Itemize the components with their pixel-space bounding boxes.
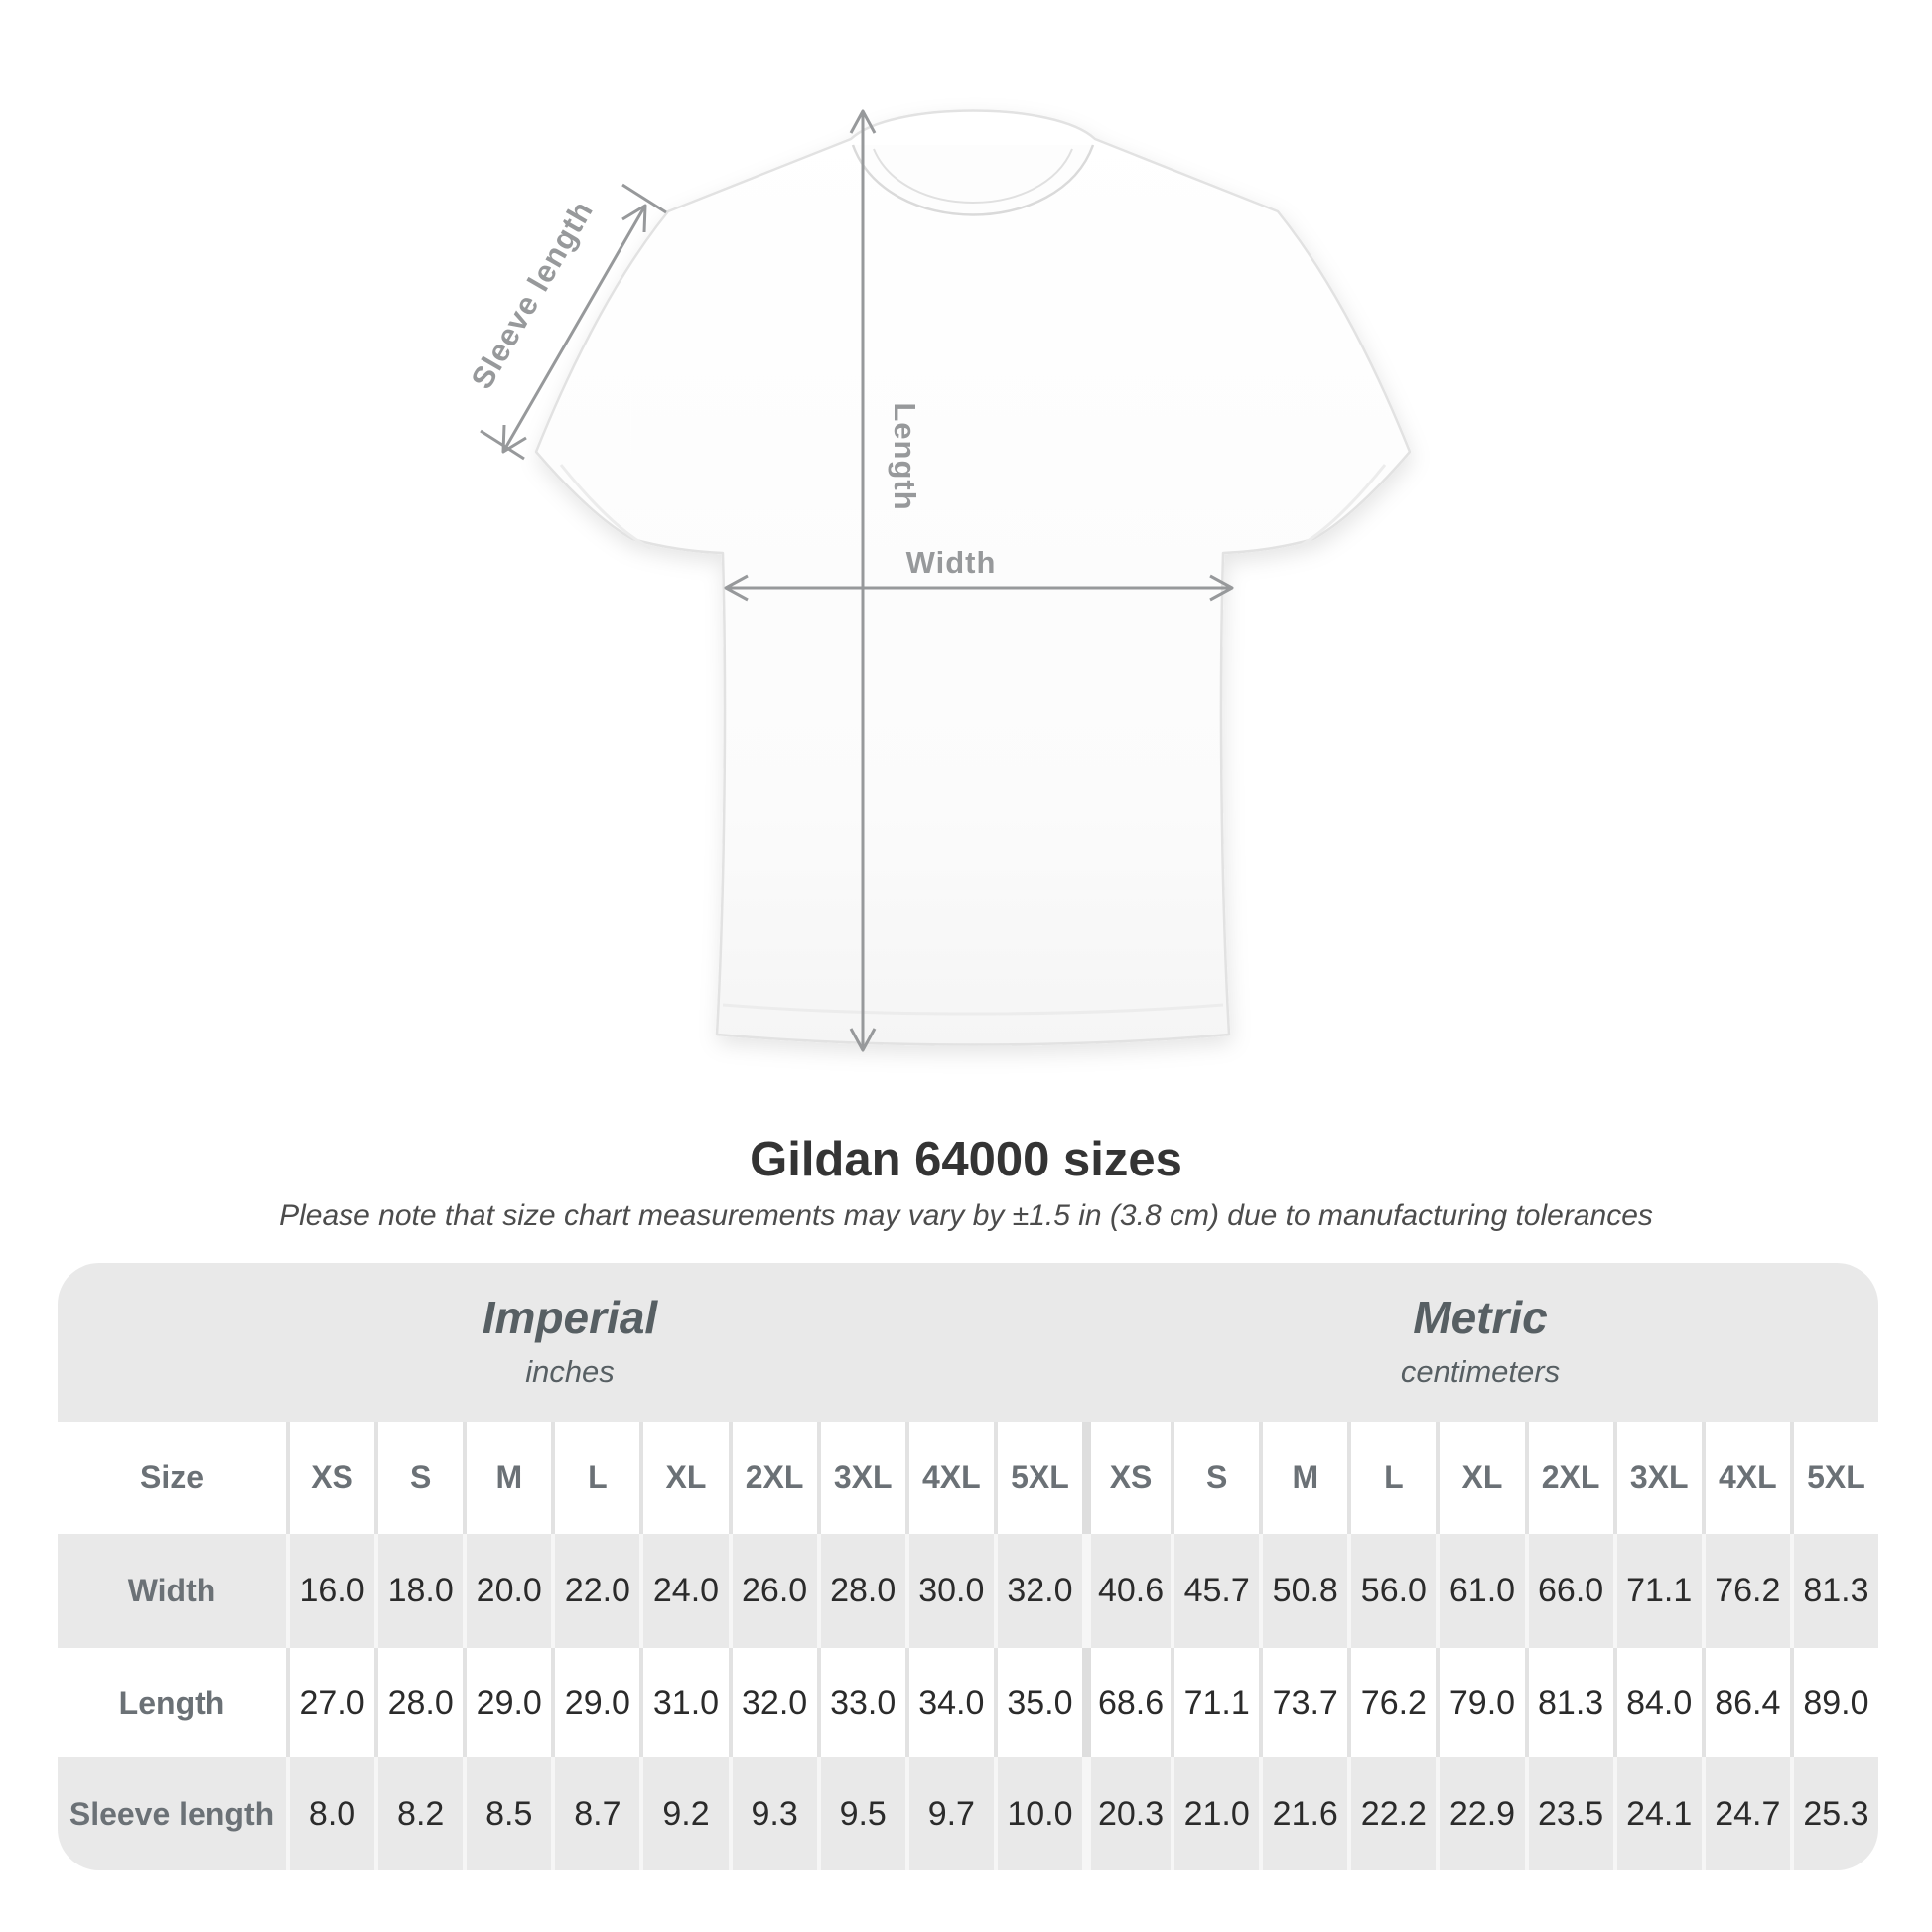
size-header-cell: S [374,1422,463,1534]
table-cell: 23.5 [1525,1757,1613,1870]
size-header-cell: 3XL [1613,1422,1702,1534]
row-label-width: Width [58,1534,286,1648]
table-cell: 81.3 [1790,1534,1878,1648]
width-label: Width [905,545,997,580]
table-cell: 71.1 [1613,1534,1702,1648]
table-cell: 34.0 [905,1648,994,1757]
table-cell: 9.5 [817,1757,905,1870]
metric-header [1082,1263,1878,1422]
table-cell: 32.0 [729,1648,817,1757]
size-header-cell: S [1171,1422,1259,1534]
table-cell: 9.7 [905,1757,994,1870]
imperial-header-unit: inches [525,1354,615,1389]
table-cell: 22.2 [1347,1757,1436,1870]
table-cell: 89.0 [1790,1648,1878,1757]
size-header-cell: 5XL [994,1422,1082,1534]
table-cell: 73.7 [1259,1648,1347,1757]
table-cell: 81.3 [1525,1648,1613,1757]
table-cell: 8.7 [551,1757,639,1870]
table-cell: 24.7 [1702,1757,1790,1870]
size-col-header: Size [58,1422,286,1534]
sleeve-tick-bottom [481,431,524,459]
table-cell: 35.0 [994,1648,1082,1757]
table-cell: 32.0 [994,1534,1082,1648]
table-cell: 9.3 [729,1757,817,1870]
table-cell: 86.4 [1702,1648,1790,1757]
table-cell: 29.0 [463,1648,551,1757]
table-cell: 20.0 [463,1534,551,1648]
metric-header-title: Metric [1413,1292,1548,1343]
size-header-cell: 3XL [817,1422,905,1534]
table-cell: 29.0 [551,1648,639,1757]
table-cell: 84.0 [1613,1648,1702,1757]
row-label-length: Length [58,1648,286,1757]
table-cell: 76.2 [1702,1534,1790,1648]
table-cell: 16.0 [286,1534,374,1648]
table-cell: 28.0 [817,1534,905,1648]
metric-header-unit: centimeters [1400,1354,1561,1389]
size-header-cell: 2XL [729,1422,817,1534]
table-cell: 8.0 [286,1757,374,1870]
page-title: Gildan 64000 sizes [750,1133,1182,1186]
table-cell: 8.5 [463,1757,551,1870]
size-header-cell: 4XL [1702,1422,1790,1534]
table-cell: 33.0 [817,1648,905,1757]
table-cell: 22.9 [1436,1757,1524,1870]
table-cell: 66.0 [1525,1534,1613,1648]
table-cell: 20.3 [1082,1757,1171,1870]
table-cell: 45.7 [1171,1534,1259,1648]
table-cell: 9.2 [639,1757,728,1870]
table-cell: 18.0 [374,1534,463,1648]
table-cell: 61.0 [1436,1534,1524,1648]
table-cell: 26.0 [729,1534,817,1648]
table-cell: 24.1 [1613,1757,1702,1870]
table-cell: 50.8 [1259,1534,1347,1648]
imperial-header [58,1263,1082,1422]
table-cell: 30.0 [905,1534,994,1648]
table-cell: 10.0 [994,1757,1082,1870]
size-header-cell: 5XL [1790,1422,1878,1534]
table-cell: 76.2 [1347,1648,1436,1757]
size-header-cell: L [551,1422,639,1534]
imperial-header-title: Imperial [482,1292,658,1343]
table-cell: 21.6 [1259,1757,1347,1870]
size-header-cell: L [1347,1422,1436,1534]
table-cell: 79.0 [1436,1648,1524,1757]
table-cell: 31.0 [639,1648,728,1757]
size-header-cell: XS [1082,1422,1171,1534]
table-cell: 56.0 [1347,1534,1436,1648]
table-cell: 21.0 [1171,1757,1259,1870]
row-label-sleeve-length: Sleeve length [58,1757,286,1870]
table-cell: 28.0 [374,1648,463,1757]
size-header-cell: M [463,1422,551,1534]
table-cell: 22.0 [551,1534,639,1648]
table-cell: 71.1 [1171,1648,1259,1757]
size-header-cell: XS [286,1422,374,1534]
size-table [58,1263,1878,1870]
size-header-cell: M [1259,1422,1347,1534]
size-header-cell: 4XL [905,1422,994,1534]
table-cell: 8.2 [374,1757,463,1870]
size-header-cell: XL [639,1422,728,1534]
table-cell: 27.0 [286,1648,374,1757]
length-label: Length [888,402,922,511]
table-cell: 68.6 [1082,1648,1171,1757]
table-cell: 40.6 [1082,1534,1171,1648]
page-subtitle: Please note that size chart measurements may vary by ±1.5 in (3.8 cm) due to manufacturing tolerances [279,1199,1653,1232]
size-header-cell: 2XL [1525,1422,1613,1534]
table-cell: 25.3 [1790,1757,1878,1870]
size-header-cell: XL [1436,1422,1524,1534]
sleeve-length-label: Sleeve length [464,194,601,395]
table-cell: 24.0 [639,1534,728,1648]
